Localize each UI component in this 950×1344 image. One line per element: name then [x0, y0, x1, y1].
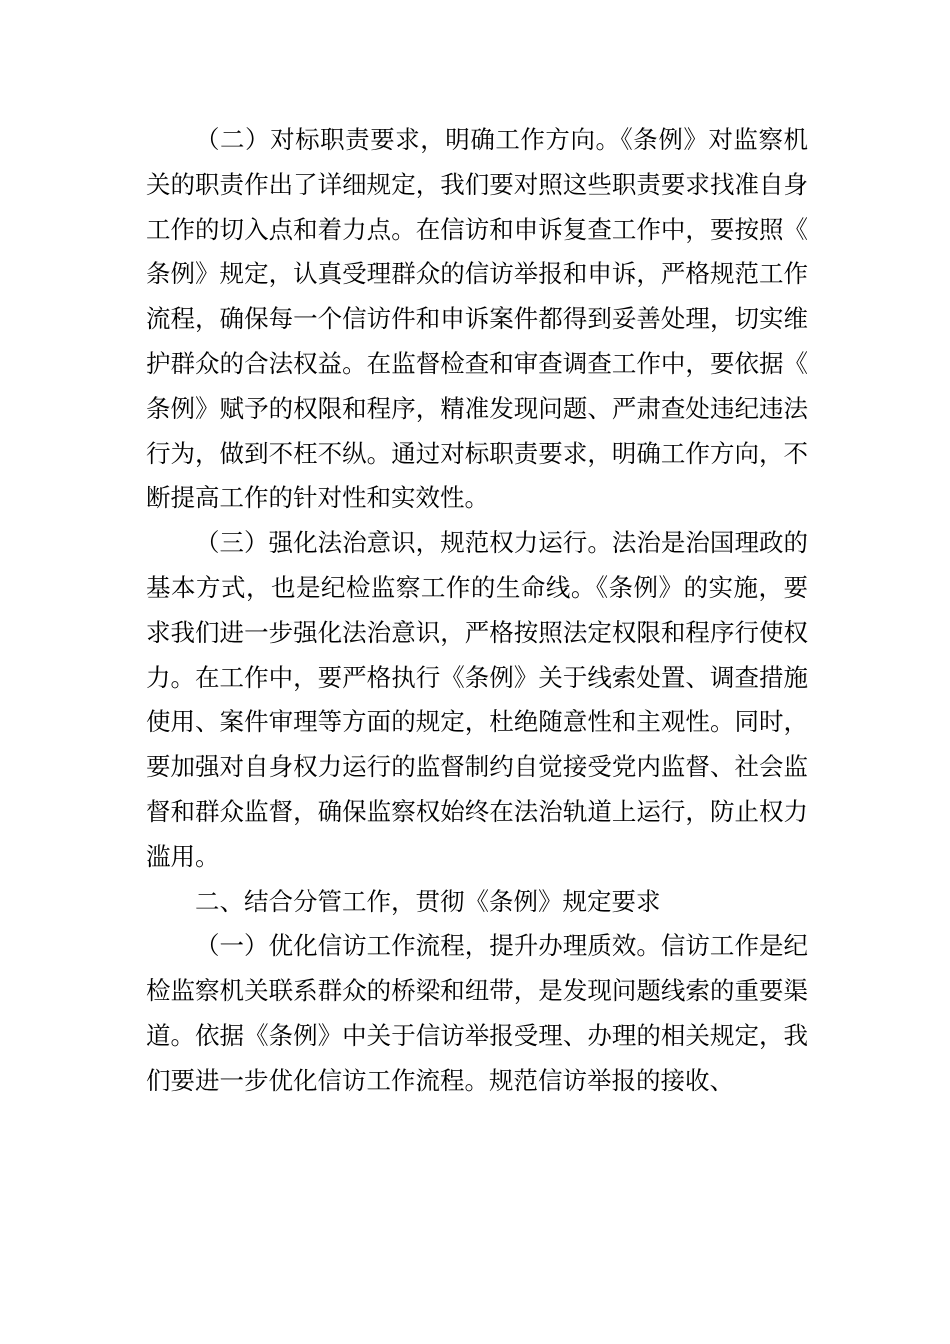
- section-heading-2: 二、结合分管工作，贯彻《条例》规定要求: [195, 886, 661, 916]
- paragraph-petition-workflow: （一）优化信访工作流程，提升办理质效。信访工作是纪检监察机关联系群众的桥梁和纽带，是发现问题线索的重要渠道。依据《条例》中关于信访举报受理、办理的相关规定，我们要进一步优化信访工作流程。规范信访举报的接收、: [146, 931, 808, 1095]
- document-page: [146, 118, 808, 1104]
- paragraph-duty-requirements: （二）对标职责要求，明确工作方向。《条例》对监察机关的职责作出了详细规定，我们要对照这些职责要求找准自身工作的切入点和着力点。在信访和申诉复查工作中，要按照《条例》规定，认真受理群众的信访举报和申诉，严格规范工作流程，确保每一个信访件和申诉案件都得到妥善处理，切实维护群众的合法权益。在监督检查和审查调查工作中，要依据《条例》赋予的权限和程序，精准发现问题、严肃查处违纪违法行为，做到不枉不纵。通过对标职责要求，明确工作方向，不断提高工作的针对性和实效性。: [146, 125, 808, 513]
- paragraph-rule-of-law: （三）强化法治意识，规范权力运行。法治是治国理政的基本方式，也是纪检监察工作的生命线。《条例》的实施，要求我们进一步强化法治意识，严格按照法定权限和程序行使权力。在工作中，要严格执行《条例》关于线索处置、调查措施使用、案件审理等方面的规定，杜绝随意性和主观性。同时，要加强对自身权力运行的监督制约自觉接受党内监督、社会监督和群众监督，确保监察权始终在法治轨道上运行，防止权力滥用。: [146, 528, 808, 871]
